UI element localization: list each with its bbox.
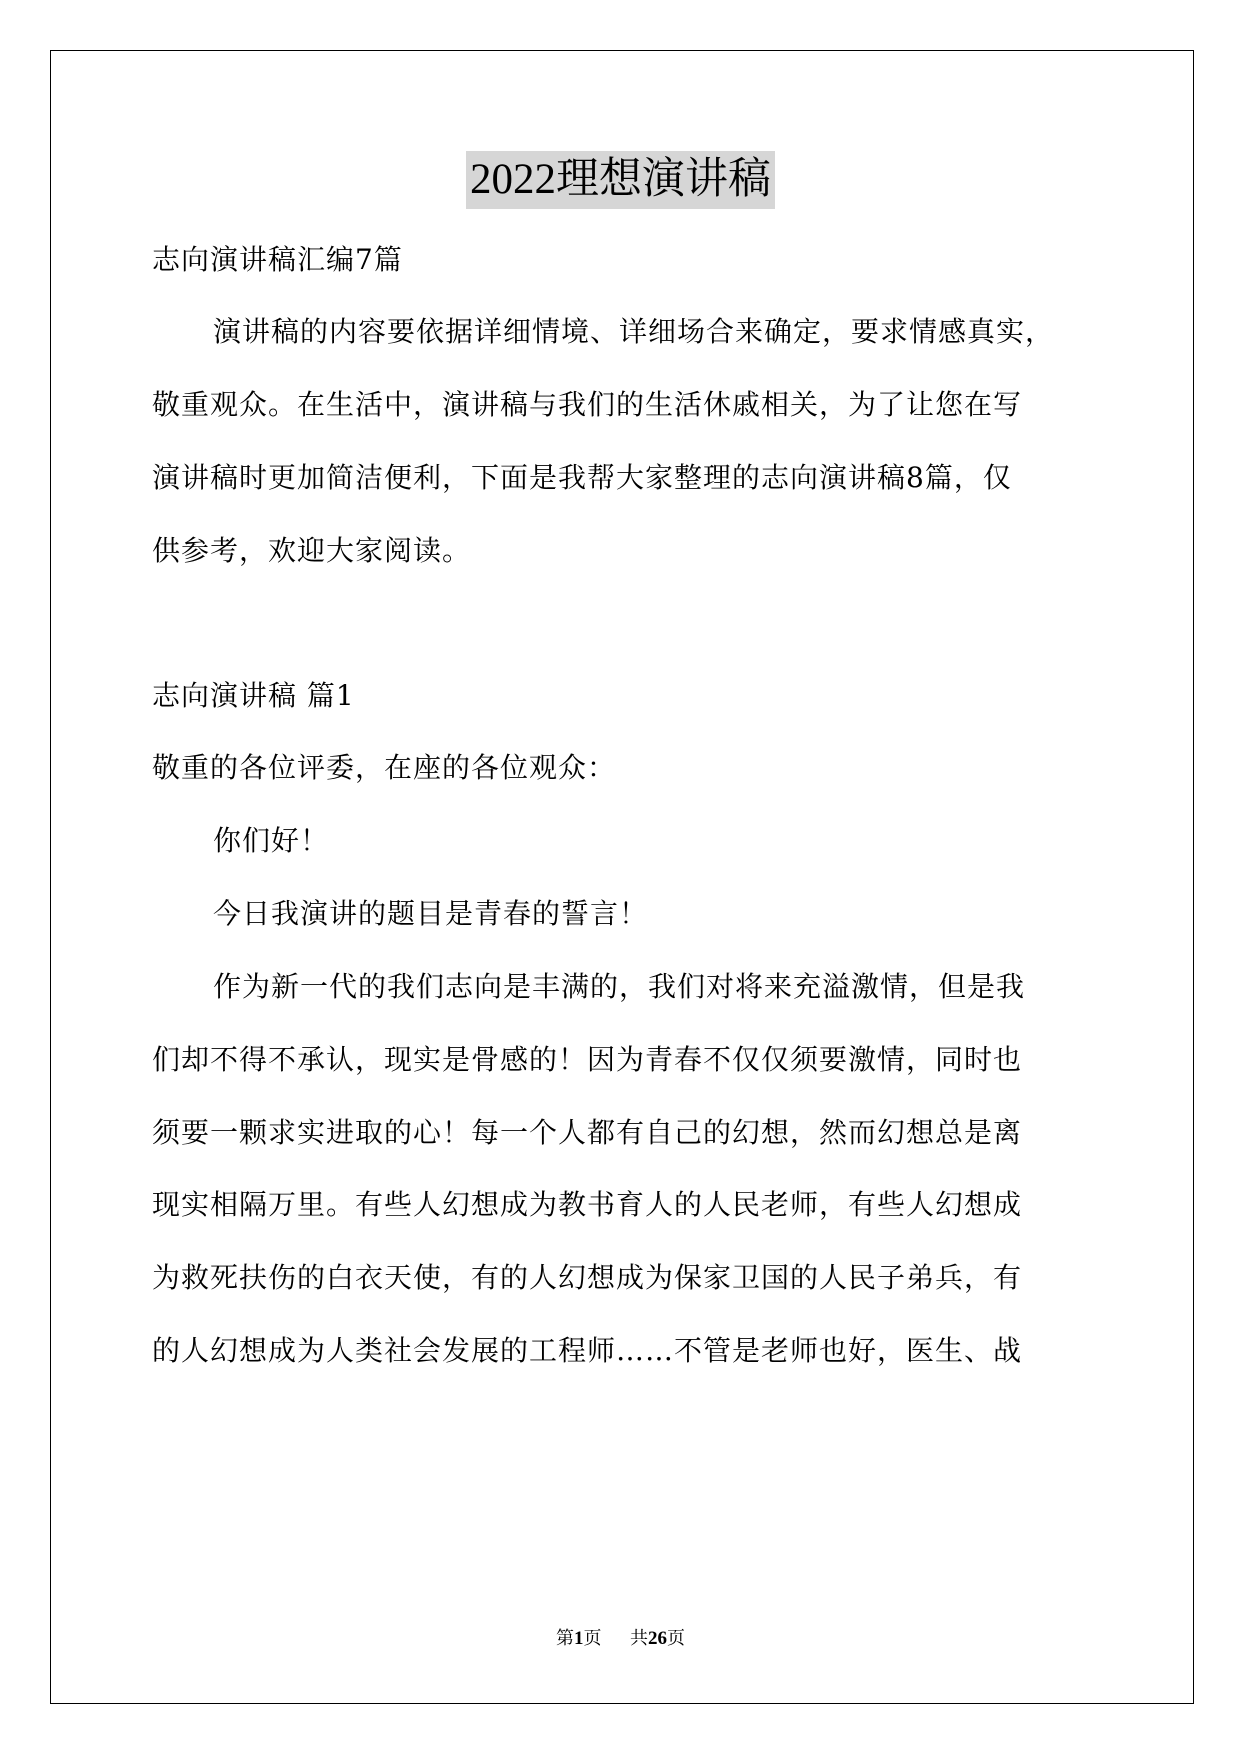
paragraph-line: 的人幻想成为人类社会发展的工程师……不管是老师也好，医生、战 (152, 1334, 1023, 1367)
document-title: 2022理想演讲稿 (466, 151, 775, 209)
paragraph-line: 供参考，欢迎大家阅读。 (152, 534, 472, 567)
speech-heading: 志向演讲稿 篇1 (152, 679, 355, 712)
total-suffix: 页 (667, 1628, 686, 1649)
paragraph-line: 为救死扶伤的白衣天使，有的人幻想成为保家卫国的人民子弟兵，有 (152, 1261, 1023, 1294)
paragraph-line: 敬重观众。在生活中，演讲稿与我们的生活休戚相关，为了让您在写 (152, 388, 1023, 421)
paragraph-line: 们却不得不承认，现实是骨感的！因为青春不仅仅须要激情，同时也 (152, 1043, 1023, 1076)
greeting: 你们好！ (213, 824, 330, 857)
salutation: 敬重的各位评委，在座的各位观众： (152, 751, 617, 784)
paragraph-line: 演讲稿时更加简洁便利，下面是我帮大家整理的志向演讲稿8篇，仅 (152, 461, 1012, 494)
title-container (0, 151, 1241, 209)
total-prefix: 共 (630, 1628, 649, 1649)
page-suffix: 页 (583, 1628, 602, 1649)
paragraph-line: 作为新一代的我们志向是丰满的，我们对将来充溢激情，但是我 (213, 970, 1026, 1003)
total-pages: 26 (648, 1628, 668, 1649)
paragraph-line: 现实相隔万里。有些人幻想成为教书育人的人民老师，有些人幻想成 (152, 1188, 1023, 1221)
section-heading: 志向演讲稿汇编7篇 (152, 243, 403, 276)
paragraph-line: 演讲稿的内容要依据详细情境、详细场合来确定，要求情感真实， (213, 315, 1055, 348)
paragraph-line: 须要一颗求实进取的心！每一个人都有自己的幻想，然而幻想总是离 (152, 1116, 1023, 1149)
page-number: 1 (573, 1628, 584, 1649)
paragraph-line: 今日我演讲的题目是青春的誓言！ (213, 897, 649, 930)
page-footer (0, 1627, 1241, 1651)
page-prefix: 第 (555, 1628, 574, 1649)
page-border (50, 50, 1194, 1704)
